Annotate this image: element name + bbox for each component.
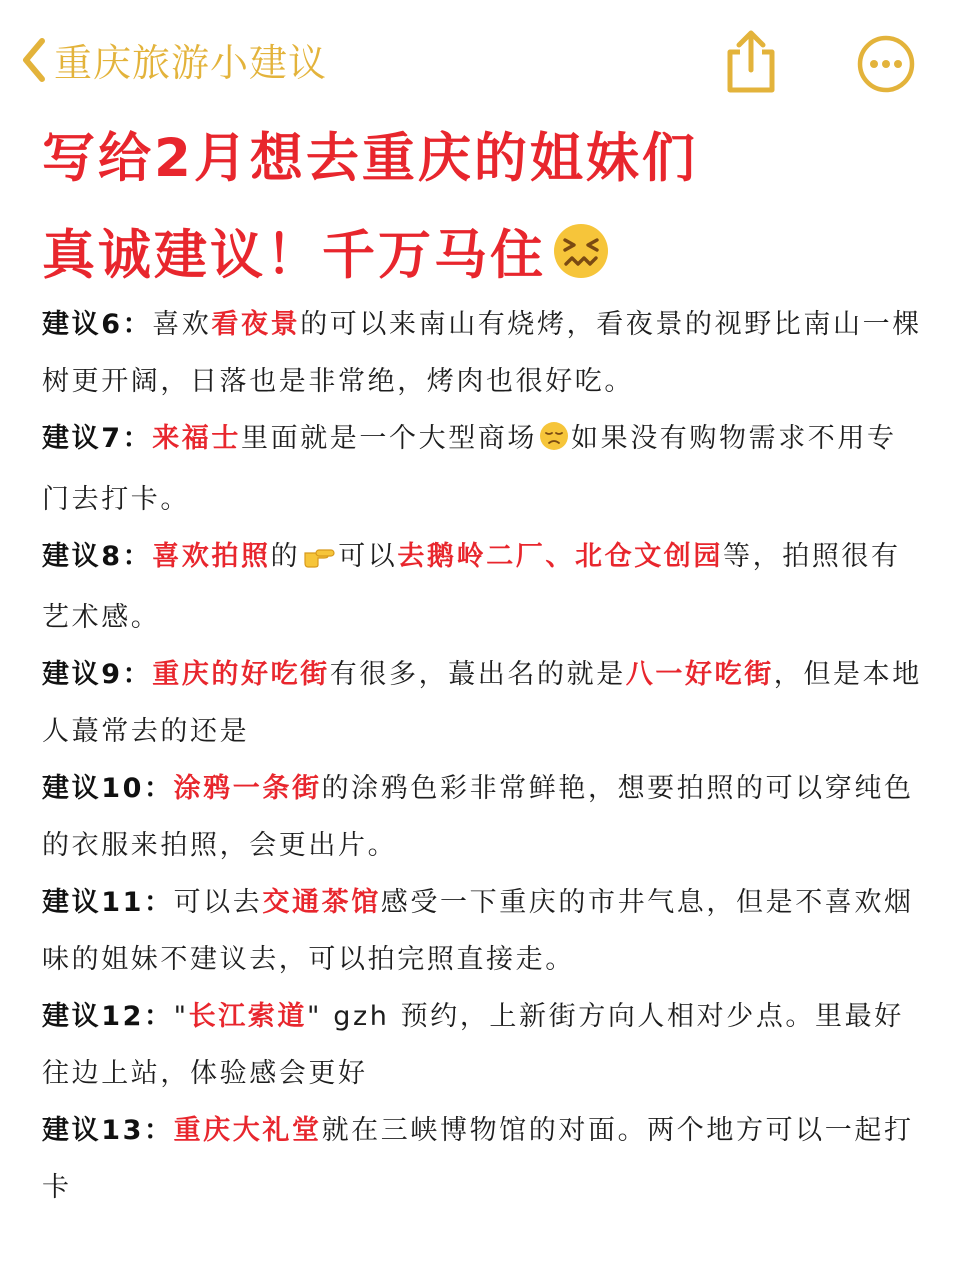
tip-text: 的可以来南山有烧烤，看夜景的视野比南山一棵树更开阔，日落也是非常绝，烤肉也很好吃。: [42, 309, 922, 397]
tip-text: 可以: [338, 541, 398, 572]
tip-text: ，但是本地人蕞常去的还是: [42, 659, 922, 747]
back-button[interactable]: [18, 32, 327, 87]
tip-item: [42, 1102, 922, 1216]
highlighted-text: 长江索道: [188, 1001, 308, 1032]
tip-text: 的涂鸦色彩非常鲜艳，想要拍照的可以穿纯色的衣服来拍照，会更出片。: [42, 773, 914, 861]
more-button[interactable]: [856, 34, 916, 98]
tip-item: [42, 528, 922, 646]
tip-item: [42, 874, 922, 988]
tip-text: 如果没有购物需求不用专门去打卡。: [42, 423, 897, 515]
tip-text: 喜欢: [152, 309, 212, 340]
highlighted-text: 交通茶馆: [262, 887, 381, 918]
share-button[interactable]: [720, 28, 782, 98]
tip-text: 就在三峡博物馆的对面。两个地方可以一起打卡: [42, 1115, 914, 1203]
tip-label: 建议7：: [42, 423, 153, 454]
highlighted-text: 重庆大礼堂: [173, 1115, 322, 1146]
headline-line-1: 写给2月想去重庆的姐妹们: [42, 128, 698, 189]
tip-text: ": [173, 1001, 189, 1032]
navigation-bar: [0, 0, 958, 125]
tip-text: 感受一下重庆的市井气息，但是不喜欢烟味的姐妹不建议去，可以拍完照直接走。: [42, 887, 914, 975]
nav-title: 重庆旅游小建议: [54, 41, 328, 85]
tip-item: [42, 646, 922, 760]
tip-text: 的: [270, 541, 301, 572]
more-icon: [856, 79, 916, 98]
headline-line-2-text: 真诚建议！千万马住: [42, 225, 546, 286]
tip-label: 建议9：: [42, 659, 153, 690]
tip-label: 建议11：: [42, 887, 174, 918]
confounded-face-icon: [552, 222, 610, 289]
tip-label: 建议8：: [42, 541, 153, 572]
headline-line-2: [42, 222, 610, 289]
highlighted-text: 看夜景: [211, 309, 301, 340]
highlighted-text: 八一好吃街: [625, 659, 774, 690]
highlighted-text: 涂鸦一条街: [173, 773, 322, 804]
disappointed-face-icon: [539, 414, 569, 471]
highlighted-text: 喜欢拍照: [152, 541, 271, 572]
tip-label: 建议6：: [42, 309, 153, 340]
tip-text: 有很多，蕞出名的就是: [329, 659, 626, 690]
highlighted-text: 来福士: [152, 423, 241, 454]
highlighted-text: 重庆的好吃街: [152, 659, 330, 690]
tip-text: " gzh 预约，上新街方向人相对少点。里最好往边上站，体验感会更好: [42, 1001, 904, 1089]
highlighted-text: 去鹅岭二厂、北仓文创园: [397, 541, 724, 572]
tip-label: 建议10：: [42, 773, 174, 804]
tip-item: [42, 296, 922, 410]
tip-label: 建议13：: [42, 1115, 174, 1146]
chevron-left-icon: [18, 35, 48, 85]
tip-text: 等，拍照很有艺术感。: [42, 541, 901, 633]
share-icon: [720, 79, 782, 98]
tip-label: 建议12：: [42, 1001, 174, 1032]
pointing-hand-icon: [302, 532, 336, 589]
tip-item: [42, 760, 922, 874]
tip-text: 里面就是一个大型商场: [241, 423, 537, 454]
tip-text: 可以去: [173, 887, 263, 918]
tips-list: [42, 296, 922, 1216]
tip-item: [42, 988, 922, 1102]
tip-item: [42, 410, 922, 528]
